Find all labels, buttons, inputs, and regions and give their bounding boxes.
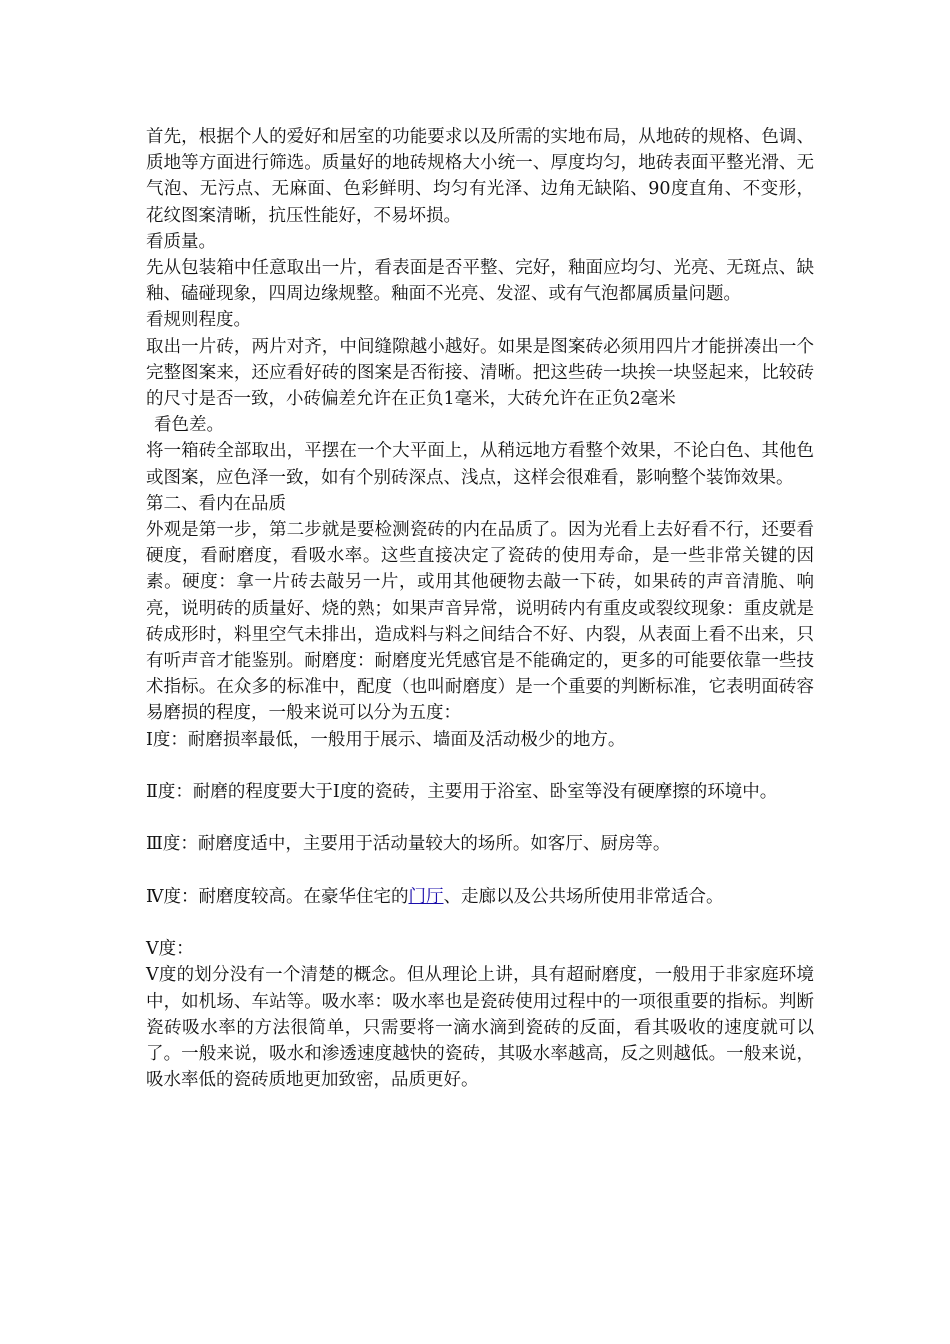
heading-quality: 看质量。 [146, 231, 216, 252]
document-body [146, 124, 814, 1093]
degree-4-text-before: Ⅳ度：耐磨度较高。在豪华住宅的 [146, 886, 409, 907]
degree-4-text-after: 、走廊以及公共场所使用非常适合。 [443, 886, 724, 907]
degree-4 [146, 884, 814, 910]
hallway-link[interactable]: 门厅 [408, 886, 444, 907]
quality-paragraph: 先从包装箱中任意取出一片，看表面是否平整、完好，釉面应均匀、光亮、无斑点、缺釉、磕碰现象，四周边缘规整。釉面不光亮、发涩、或有气泡都属质量问题。 [146, 258, 814, 305]
degree-2: Ⅱ度：耐磨的程度要大于Ⅰ度的瓷砖，主要用于浴室、卧室等没有硬摩擦的环境中。 [146, 782, 778, 803]
spacer [146, 910, 814, 936]
inner-quality-paragraph: 外观是第一步，第二步就是要检测瓷砖的内在品质了。因为光看上去好看不行，还要看硬度，看耐磨度，看吸水率。这些直接决定了瓷砖的使用寿命，是一些非常关键的因素。硬度：拿一片砖去敲另一片，或用其他硬物去敲一下砖，如果砖的声音清脆、响亮，说明砖的质量好、烧的熟；如果声音异常，说明砖内有重皮或裂纹现象：重皮就是砖成形时，料里空气未排出，造成料与料之间结合不好、内裂，从表面上看不出来，只有听声音才能鉴别。耐磨度：耐磨度光凭感官是不能确定的，更多的可能要依靠一些技术指标。在众多的标准中，配度（也叫耐磨度）是一个重要的判断标准，它表明面砖容易磨损的程度，一般来说可以分为五度： [146, 520, 814, 724]
regularity-paragraph: 取出一片砖，两片对齐，中间缝隙越小越好。如果是图案砖必须用四片才能拼凑出一个完整图案来，还应看好砖的图案是否衔接、清晰。把这些砖一块挨一块竖起来，比较砖的尺寸是否一致，小砖偏差允许在正负1毫米，大砖允许在正负2毫米 [146, 336, 814, 410]
degree-5-paragraph: Ⅴ度的划分没有一个清楚的概念。但从理论上讲，具有超耐磨度，一般用于非家庭环境中，如机场、车站等。吸水率：吸水率也是瓷砖使用过程中的一项很重要的指标。判断瓷砖吸水率的方法很简单，只需要将一滴水滴到瓷砖的反面，看其吸收的速度就可以了。一般来说，吸水和渗透速度越快的瓷砖，其吸水率越高，反之则越低。一般来说，吸水率低的瓷砖质地更加致密，品质更好。 [146, 965, 814, 1091]
spacer [146, 858, 814, 884]
heading-inner-quality: 第二、看内在品质 [146, 493, 286, 514]
degree-1: Ⅰ度：耐磨损率最低，一般用于展示、墙面及活动极少的地方。 [146, 729, 626, 750]
degree-3: Ⅲ度：耐磨度适中，主要用于活动量较大的场所。如客厅、厨房等。 [146, 834, 671, 855]
color-difference-paragraph: 将一箱砖全部取出，平摆在一个大平面上，从稍远地方看整个效果，不论白色、其他色或图案，应色泽一致，如有个别砖深点、浅点，这样会很难看，影响整个装饰效果。 [146, 441, 814, 488]
intro-paragraph: 首先，根据个人的爱好和居室的功能要求以及所需的实地布局，从地砖的规格、色调、质地等方面进行筛选。质量好的地砖规格大小统一、厚度均匀，地砖表面平整光滑、无气泡、无污点、无麻面、色彩鲜明、均匀有光泽、边角无缺陷、90度直角、不变形，花纹图案清晰，抗压性能好，不易坏损。 [146, 127, 814, 226]
spacer [146, 753, 814, 779]
heading-color-difference: 看色差。 [154, 415, 224, 436]
degree-5-title: Ⅴ度： [146, 939, 194, 960]
spacer [146, 805, 814, 831]
heading-regularity: 看规则程度。 [146, 310, 251, 331]
